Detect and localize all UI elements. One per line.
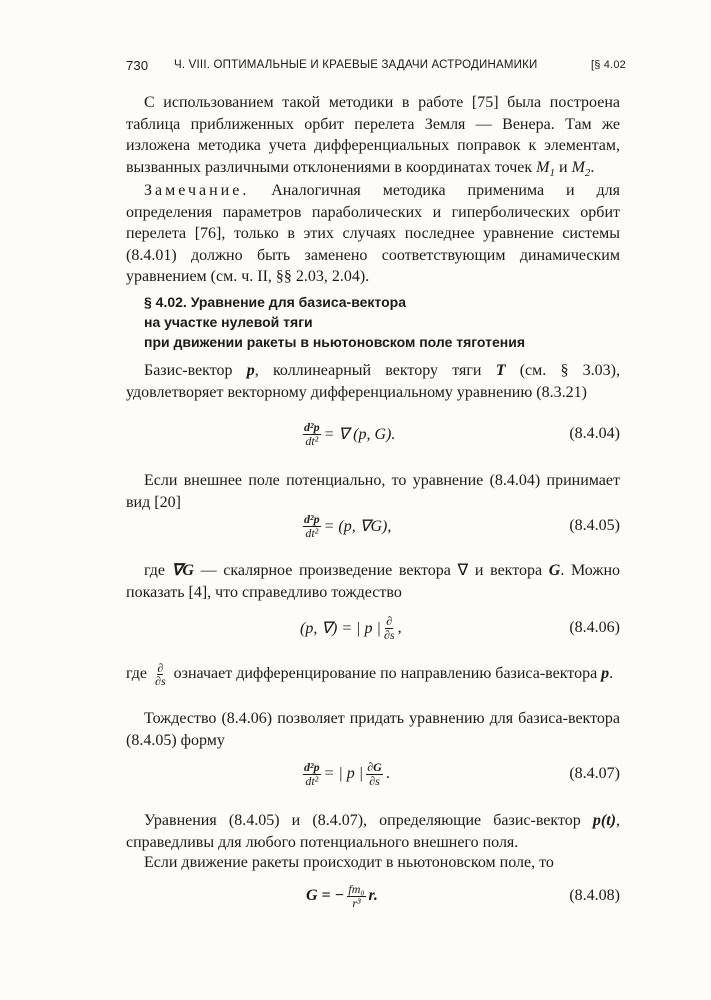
running-header — [126, 58, 626, 76]
equation-8-4-04 — [126, 412, 620, 456]
conjunction: и — [559, 158, 568, 176]
section-heading-line: на участке нулевой тяги — [144, 314, 313, 330]
equation-lhs: (p, ∇) = | p | — [300, 620, 381, 637]
equation-number: (8.4.04) — [569, 425, 620, 442]
paragraph-text: С использованием такой методики в работе [75] была построена таблица приближенных орбит перелета Земля — Венера. Там же изложена методика учета дифференциальных поправок к элементам, вызванных различными отклонениями в координатах точек — [126, 94, 620, 176]
vector-T: T — [495, 362, 506, 379]
page-number: 730 — [126, 58, 149, 73]
equation-8-4-08: G = − $\frac{\text{fm₀}}{\text{r³}}$ r. (8.4.08) — [126, 874, 620, 918]
second-derivative-fraction: $\frac{\text{d²p}}{\text{dt²}}$ — [304, 759, 320, 788]
vector-p-of-t: p(t) — [592, 812, 616, 829]
section-heading-line: § 4.02. Уравнение для базиса-вектора — [144, 294, 406, 310]
vector-p: p — [246, 362, 255, 379]
paragraph-directional-derivative: где $\frac{\partial}{\partial s}$ означает дифференцирование по направлению базиса-вектора p. — [126, 661, 614, 688]
section-heading-line: при движении ракеты в ньютоновском поле тяготения — [144, 334, 526, 350]
paragraph-equations-valid: Уравнения (8.4.05) и (8.4.07), определяющие базис-вектор p(t), справедливы для любого потенциального внешнего поля. — [126, 812, 620, 851]
equation-number: (8.4.07) — [569, 765, 620, 782]
paragraph-potential-field: Если внешнее поле потенциально, то уравнение (8.4.04) принимает вид [20] — [126, 472, 620, 511]
paragraph-scalar-product: где ∇G — скалярное произведение вектора ∇ и вектора G. Можно показать [4], что справедливо тождество — [126, 562, 621, 601]
point-m2: $M_2$ — [571, 158, 591, 179]
paragraph-remark — [126, 180, 620, 288]
paragraph-basis-vector: Базис-вектор p, коллинеарный вектору тяги T (см. § 3.03), удовлетворяет векторному дифференциальному уравнению (8.3.21) — [126, 362, 621, 401]
equation-number: (8.4.08) — [569, 887, 620, 904]
paragraph-method-table: С использованием такой методики в работе [75] была построена таблица приближенных орбит перелета Земля — Венера. Там же изложена методика учета дифференциальных поправок к элементам, вызванных различными отклонениями в координатах точек $M_1$ и $M_2$. — [126, 94, 620, 179]
paragraph-identity: Тождество (8.4.06) позволяет придать уравнению для базиса-вектора (8.4.05) форму — [126, 710, 620, 749]
vector-p: p — [601, 665, 610, 683]
equation-rhs: = (p, ∇G), — [323, 518, 392, 535]
remark-label: Замечание. — [144, 182, 250, 199]
section-reference: [§ 4.02 — [590, 59, 626, 71]
point-m1: $M_1$ — [536, 158, 555, 179]
paragraph-newtonian-field: Если движение ракеты происходит в ньютоновском поле, то — [144, 854, 554, 871]
running-title: Ч. VIII. ОПТИМАЛЬНЫЕ И КРАЕВЫЕ ЗАДАЧИ АСТРОДИНАМИКИ — [174, 59, 538, 71]
nabla-G: ∇G — [171, 562, 194, 579]
equation-8-4-06: (p, ∇) = | p | $\frac{\partial}{\partial s}$ , (8.4.06) — [126, 606, 620, 650]
paragraph-text: Аналогичная методика применима и для определения параметров параболических и гиперболических орбит перелета [76], только в этих случаях последнее уравнение системы (8.4.01) должно быть заменено соответствующим динамическим уравнением (см. ч. II, §§ 2.03, 2.04). — [126, 182, 620, 286]
second-derivative-fraction: $\frac{\text{d²p}}{\text{dt²}}$ — [304, 511, 320, 540]
equation-mid: = | p | — [323, 765, 364, 782]
equation-8-4-05 — [126, 504, 620, 548]
gradient-fraction: $\frac{\partial G}{\partial s}$ — [367, 759, 382, 788]
equation-lhs: G = − — [306, 887, 345, 904]
equation-number: (8.4.06) — [569, 619, 620, 636]
equation-rhs: = ∇ (p, G). — [323, 426, 396, 443]
directional-derivative-fraction: $\frac{\partial}{\partial s}$ — [383, 613, 395, 642]
inline-derivative-fraction: $\frac{\partial}{\partial s}$ — [155, 661, 166, 688]
equation-number: (8.4.05) — [569, 517, 620, 534]
section-heading — [144, 292, 614, 352]
equation-8-4-07: $\frac{\text{d²p}}{\text{dt²}}$ = | p | $\frac{\partial G}{\partial s}$ . (8.4.07) — [126, 752, 620, 796]
gravity-fraction: $\frac{\text{fm₀}}{\text{r³}}$ — [348, 881, 365, 910]
second-derivative-fraction: $\frac{\text{d²p}}{\text{dt²}}$ — [304, 419, 320, 448]
vector-G: G — [548, 562, 561, 579]
